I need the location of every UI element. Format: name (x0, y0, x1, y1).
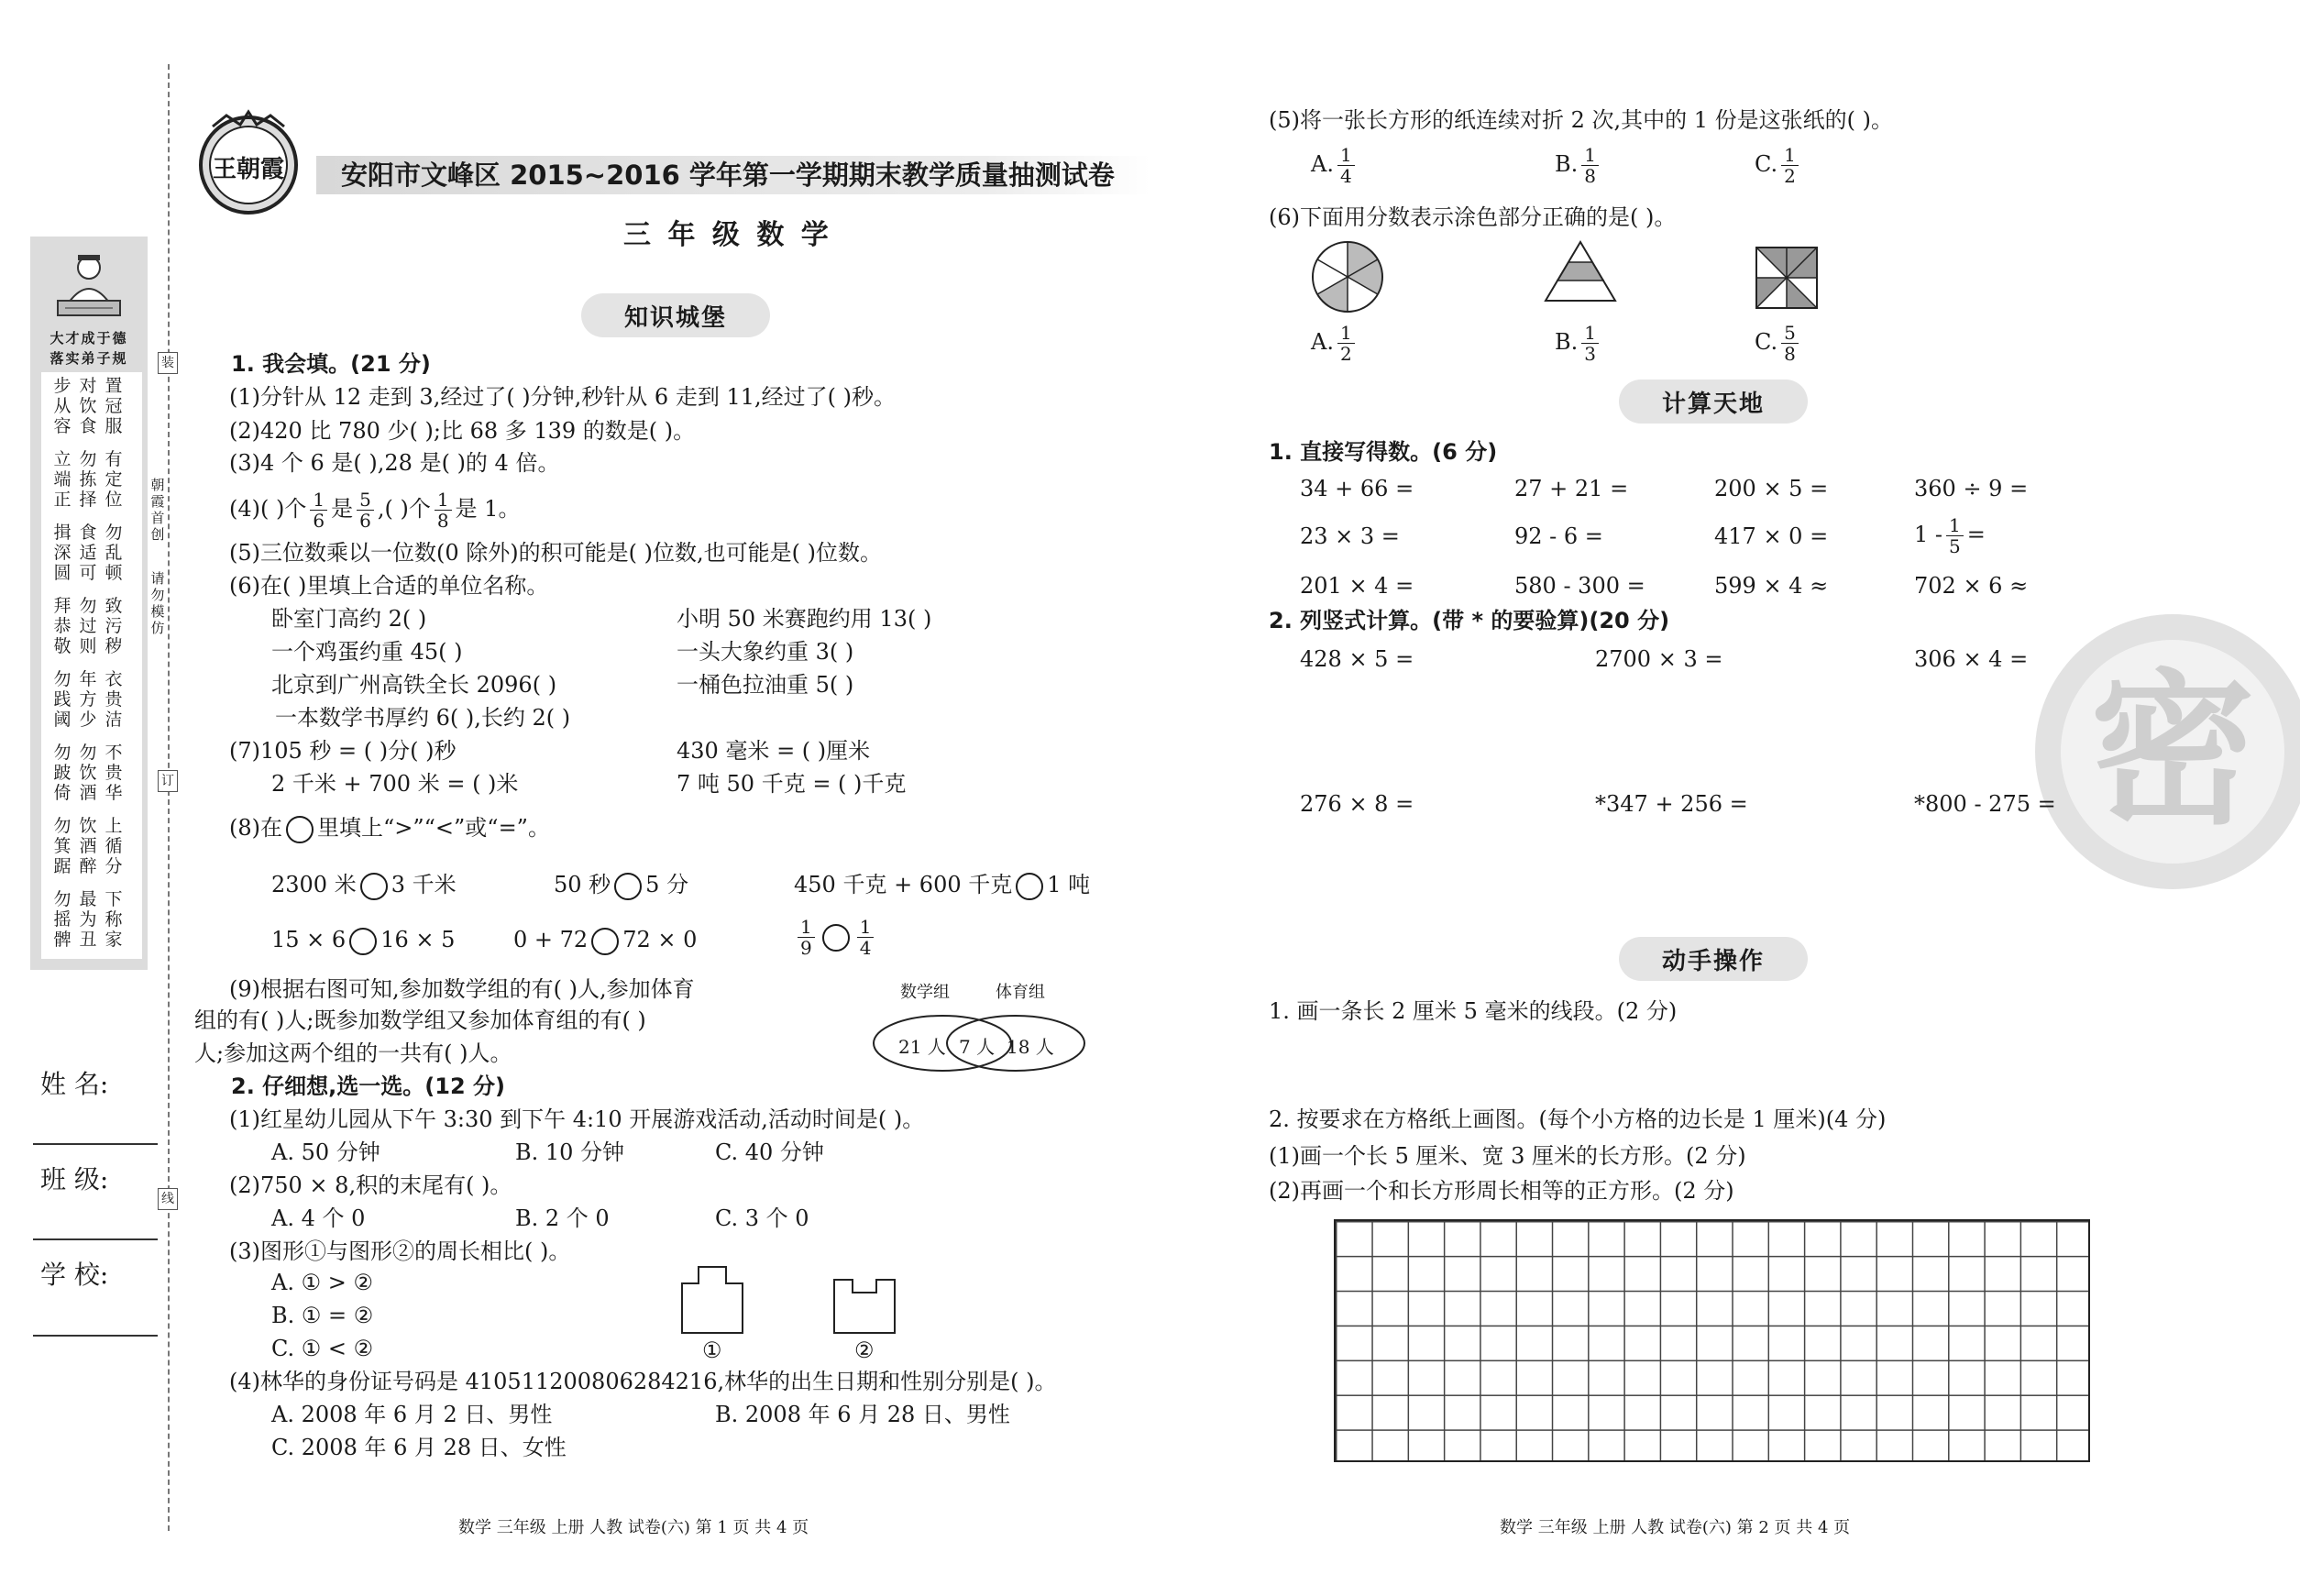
denominator: 5 (1949, 535, 1961, 557)
q1-6-item: 一桶色拉油重 5( ) (677, 672, 854, 698)
option: B. ① = ② (271, 1303, 374, 1328)
section-knowledge-castle: 知识城堡 (581, 293, 770, 337)
compare-circle (286, 816, 314, 843)
option: C. 2008 年 6 月 28 日、女性 (271, 1435, 567, 1460)
vertical-calc-item: *347 + 256 = (1595, 791, 1748, 817)
venn-right-label: 体育组 (996, 983, 1045, 1002)
q2-heading: 2. 仔细想,选一选。(12 分) (231, 1073, 505, 1099)
class-field[interactable] (33, 1238, 158, 1240)
denominator: 6 (359, 510, 371, 532)
venn-right-value: 18 人 (1007, 1036, 1054, 1058)
q1-3: (3)4 个 6 是( ),28 是( )的 4 倍。 (229, 450, 560, 476)
compare-left: 450 千克 + 600 千克 (794, 872, 1013, 897)
brand-logo (194, 108, 303, 216)
shape-2 (832, 1278, 897, 1340)
numerator: 5 (1781, 323, 1799, 344)
numerator: 5 (357, 490, 374, 511)
option: B. 2 个 0 (515, 1205, 610, 1231)
compare-left: 15 × 6 (271, 927, 347, 952)
dizigui-column: 致污秽 (105, 596, 123, 656)
margin-mark-ding: 订 (158, 770, 178, 792)
compare-left: 0 + 72 (513, 927, 589, 952)
option: B. 2008 年 6 月 28 日、男性 (715, 1402, 1010, 1427)
calc-item: 34 + 66 = (1300, 476, 1414, 501)
q2-1: (1)红星幼儿园从下午 3:30 到下午 4:10 开展游戏活动,活动时间是( )。 (229, 1106, 925, 1132)
watermark-char: 密 (2089, 655, 2255, 847)
q1-9-line3: 人;参加这两个组的一共有( )人。 (194, 1040, 512, 1066)
compare-circle[interactable] (591, 928, 619, 955)
class-label: 班 级: (40, 1164, 109, 1194)
q1-6-item: 小明 50 米赛跑约用 13( ) (677, 606, 932, 632)
q2-6-option (1555, 323, 1602, 364)
logo-text: 王朝霞 (212, 156, 284, 183)
fraction (435, 490, 452, 531)
side-note-1: 朝霞首创 (150, 477, 165, 543)
fraction (1337, 323, 1355, 364)
q1-9-line1: (9)根据右图可知,参加数学组的有( )人,参加体育 (229, 976, 695, 1002)
motto-2: 落实弟子规 (50, 350, 128, 367)
venn-diagram (871, 975, 1091, 1076)
calc-item: 92 - 6 = (1514, 523, 1603, 549)
denominator: 6 (313, 510, 325, 532)
q2-2: (2)750 × 8,积的末尾有( )。 (229, 1172, 512, 1198)
option: A. 4 个 0 (271, 1205, 366, 1231)
dizigui-column: 步从容 (53, 376, 72, 436)
side-note-2: 请勿模仿 (150, 570, 165, 636)
compare-circle[interactable] (614, 873, 642, 900)
q1-7b: 430 毫米 = ( )厘米 (677, 738, 871, 764)
q1-heading: 1. 我会填。(21 分) (231, 351, 431, 377)
q1-4-part-b: 是 (331, 496, 354, 522)
school-field[interactable] (33, 1335, 158, 1337)
denominator: 3 (1584, 343, 1596, 365)
q1-6-item: 北京到广州高铁全长 2096( ) (271, 672, 557, 698)
name-label: 姓 名: (40, 1069, 109, 1099)
watermark-seal (2026, 605, 2300, 898)
numerator: 1 (857, 917, 875, 938)
compare-item (271, 871, 457, 900)
q1-7a: (7)105 秒 = ( )分( )秒 (229, 738, 457, 764)
section-calculation: 计算天地 (1619, 380, 1808, 424)
dizigui-column: 有定位 (105, 449, 123, 510)
compare-right: 16 × 5 (380, 927, 456, 952)
dizigui-column: 年方少 (79, 669, 97, 730)
dizigui-column: 置冠服 (105, 376, 123, 436)
dizigui-column: 勿摇髀 (53, 889, 72, 950)
option-letter: B. (1555, 151, 1579, 177)
q1-4 (229, 490, 520, 531)
calc-item: 201 × 4 = (1300, 573, 1414, 599)
compare-right: 3 千米 (391, 872, 457, 897)
dizigui-column: 勿跛倚 (53, 743, 72, 803)
compare-right: 72 × 0 (622, 927, 698, 952)
q1-6: (6)在( )里填上合适的单位名称。 (229, 573, 549, 599)
q1-6-item: 一本数学书厚约 6( ),长约 2( ) (275, 705, 571, 731)
vertical-calc-item: 276 × 8 = (1300, 791, 1414, 817)
compare-left: 2300 米 (271, 872, 357, 897)
calc-item: 27 + 21 = (1514, 476, 1629, 501)
dizigui-column: 勿饮酒 (79, 743, 97, 803)
scholar-illustration (50, 248, 127, 325)
compare-item (513, 926, 697, 955)
venn-left-label: 数学组 (900, 983, 950, 1002)
calc-item: 360 ÷ 9 = (1914, 476, 2029, 501)
compare-item-fractions (794, 917, 877, 958)
q1-8-suffix: 里填上“>”“<”或“=”。 (317, 815, 550, 841)
calc-item: 580 - 300 = (1514, 573, 1645, 599)
q1-6-item: 卧室门高约 2( ) (271, 606, 427, 632)
margin-mark-zhuang: 装 (158, 352, 178, 374)
denominator: 8 (436, 510, 449, 532)
compare-right: 1 吨 (1047, 872, 1091, 897)
q2-5-option (1755, 145, 1802, 186)
shaded-triangle (1542, 238, 1619, 308)
fraction (798, 917, 815, 958)
numerator: 1 (1581, 145, 1599, 166)
calc-left: 1 - (1914, 522, 1943, 547)
page2-footer: 数学 三年级 上册 人教 试卷(六) 第 2 页 共 4 页 (1500, 1518, 1851, 1537)
binding-line (168, 64, 170, 1531)
shape-1 (680, 1263, 744, 1340)
q2-5-option (1555, 145, 1602, 186)
shaded-circle (1309, 238, 1386, 319)
fraction (1781, 145, 1799, 186)
dizigui-column: 拜恭敬 (53, 596, 72, 656)
q2-6-option (1311, 323, 1359, 364)
fraction (1946, 515, 1964, 556)
dizigui-column: 不贵华 (105, 743, 123, 803)
numerator: 1 (435, 490, 452, 511)
option-letter: B. (1555, 329, 1579, 355)
numerator: 1 (310, 490, 327, 511)
vertical-calc-item: 306 × 4 = (1914, 646, 2029, 672)
dizigui-column: 饮酒醉 (79, 816, 97, 876)
fraction (857, 917, 875, 958)
c1-heading: 1. 直接写得数。(6 分) (1269, 439, 1498, 465)
option: A. 50 分钟 (271, 1139, 380, 1165)
option-letter: C. (1755, 151, 1778, 177)
subject-title: 三 年 级 数 学 (623, 219, 832, 251)
q1-4-part-d: 是 1。 (455, 496, 521, 522)
q2-4: (4)林华的身份证号码是 410511200806284216,林华的出生日期和性别分别是( )。 (229, 1369, 1057, 1394)
dizigui-column: 勿拣择 (79, 449, 97, 510)
option-letter: A. (1311, 151, 1334, 177)
fraction (1581, 323, 1599, 364)
dizigui-column: 揖深圆 (53, 523, 72, 583)
calc-equals: = (1966, 522, 1986, 547)
q1-7c: 2 千米 + 700 米 = ( )米 (271, 771, 519, 797)
calc-item-fraction (1914, 515, 1986, 556)
d2-2: (2)再画一个和长方形周长相等的正方形。(2 分) (1269, 1178, 1734, 1204)
d2: 2. 按要求在方格纸上画图。(每个小方格的边长是 1 厘米)(4 分) (1269, 1106, 1887, 1132)
c2-heading: 2. 列竖式计算。(带 * 的要验算)(20 分) (1269, 608, 1670, 633)
q1-4-part-c: ,( )个 (377, 496, 431, 522)
fraction (1581, 145, 1599, 186)
q1-8-prefix: (8)在 (229, 815, 282, 841)
denominator: 9 (800, 937, 812, 959)
page1-footer: 数学 三年级 上册 人教 试卷(六) 第 1 页 共 4 页 (458, 1518, 809, 1537)
numerator: 1 (1946, 515, 1964, 536)
option: A. ① > ② (271, 1270, 373, 1295)
option: C. ① < ② (271, 1336, 374, 1361)
denominator: 4 (1339, 165, 1352, 187)
fraction (357, 490, 374, 531)
option: C. 40 分钟 (715, 1139, 824, 1165)
numerator: 1 (1581, 323, 1599, 344)
calc-item: 200 × 5 = (1714, 476, 1829, 501)
dizigui-column: 立端正 (53, 449, 72, 510)
numerator: 1 (798, 917, 815, 938)
fraction (1337, 145, 1355, 186)
q1-7d: 7 吨 50 千克 = ( )千克 (677, 771, 907, 797)
calc-item: 417 × 0 = (1714, 523, 1829, 549)
d2-1: (1)画一个长 5 厘米、宽 3 厘米的长方形。(2 分) (1269, 1143, 1746, 1169)
q1-2: (2)420 比 780 少( );比 68 多 139 的数是( )。 (229, 418, 696, 444)
shape-1-label: ① (702, 1337, 722, 1363)
school-label: 学 校: (40, 1260, 109, 1290)
denominator: 2 (1339, 343, 1352, 365)
compare-item (271, 926, 455, 955)
q1-5: (5)三位数乘以一位数(0 除外)的积可能是( )位数,也可能是( )位数。 (229, 540, 882, 566)
option: C. 3 个 0 (715, 1205, 809, 1231)
vertical-calc-item: 2700 × 3 = (1595, 646, 1723, 672)
dizigui-column: 最为丑 (79, 889, 97, 950)
dizigui-column: 勿践阈 (53, 669, 72, 730)
compare-circle[interactable] (349, 928, 377, 955)
q2-3: (3)图形①与图形②的周长相比( )。 (229, 1238, 571, 1264)
q1-9-line2: 组的有( )人;既参加数学组又参加体育组的有( ) (194, 1007, 646, 1033)
calc-item: 23 × 3 = (1300, 523, 1400, 549)
denominator: 8 (1584, 165, 1596, 187)
vertical-calc-item: 428 × 5 = (1300, 646, 1414, 672)
drawing-grid[interactable] (1334, 1219, 2090, 1462)
compare-left: 50 秒 (554, 872, 611, 897)
compare-circle[interactable] (822, 924, 850, 952)
option: B. 10 分钟 (515, 1139, 625, 1165)
denominator: 4 (859, 937, 872, 959)
numerator: 1 (1337, 145, 1355, 166)
denominator: 2 (1784, 165, 1796, 187)
q1-6-item: 一个鸡蛋约重 45( ) (271, 639, 463, 665)
compare-circle[interactable] (360, 873, 388, 900)
dizigui-column: 衣贵洁 (105, 669, 123, 730)
venn-middle-value: 7 人 (959, 1036, 996, 1058)
q1-8 (229, 814, 550, 843)
dizigui-column: 勿乱顿 (105, 523, 123, 583)
dizigui-column: 勿过则 (79, 596, 97, 656)
venn-left-value: 21 人 (898, 1036, 946, 1058)
dizigui-column: 下称家 (105, 889, 123, 950)
dizigui-column: 上循分 (105, 816, 123, 876)
calc-item: 599 × 4 ≈ (1714, 573, 1829, 599)
q2-5-option (1311, 145, 1359, 186)
option-letter: A. (1311, 329, 1334, 355)
vertical-calc-item: *800 - 275 = (1914, 791, 2056, 817)
calc-item: 702 × 6 ≈ (1914, 573, 2029, 599)
numerator: 1 (1337, 323, 1355, 344)
q1-4-part-a: (4)( )个 (229, 496, 307, 522)
q2-5: (5)将一张长方形的纸连续对折 2 次,其中的 1 份是这张纸的( )。 (1269, 107, 1894, 133)
dizigui-column: 食适可 (79, 523, 97, 583)
denominator: 8 (1784, 343, 1796, 365)
q2-6-option (1755, 323, 1802, 364)
fraction (1781, 323, 1799, 364)
compare-item (554, 871, 688, 900)
option: A. 2008 年 6 月 2 日、男性 (271, 1402, 553, 1427)
exam-title: 安阳市文峰区 2015~2016 学年第一学期期末教学质量抽测试卷 (341, 160, 1115, 191)
name-field[interactable] (33, 1143, 158, 1145)
section-hands-on: 动手操作 (1619, 937, 1808, 981)
shape-2-label: ② (854, 1337, 875, 1363)
q1-1: (1)分针从 12 走到 3,经过了( )分钟,秒针从 6 走到 11,经过了( )秒。 (229, 384, 896, 410)
compare-right: 5 分 (645, 872, 689, 897)
option-letter: C. (1755, 329, 1778, 355)
q1-6-item: 一头大象约重 3( ) (677, 639, 854, 665)
compare-circle[interactable] (1016, 873, 1043, 900)
shaded-square (1755, 246, 1819, 314)
margin-mark-xian: 线 (158, 1188, 178, 1210)
dizigui-column: 对饮食 (79, 376, 97, 436)
compare-item (794, 871, 1090, 900)
q2-6: (6)下面用分数表示涂色部分正确的是( )。 (1269, 204, 1677, 230)
numerator: 1 (1781, 145, 1799, 166)
dizigui-column: 勿箕踞 (53, 816, 72, 876)
d1: 1. 画一条长 2 厘米 5 毫米的线段。(2 分) (1269, 998, 1678, 1024)
motto-1: 大才成于德 (50, 330, 128, 347)
fraction (310, 490, 327, 531)
